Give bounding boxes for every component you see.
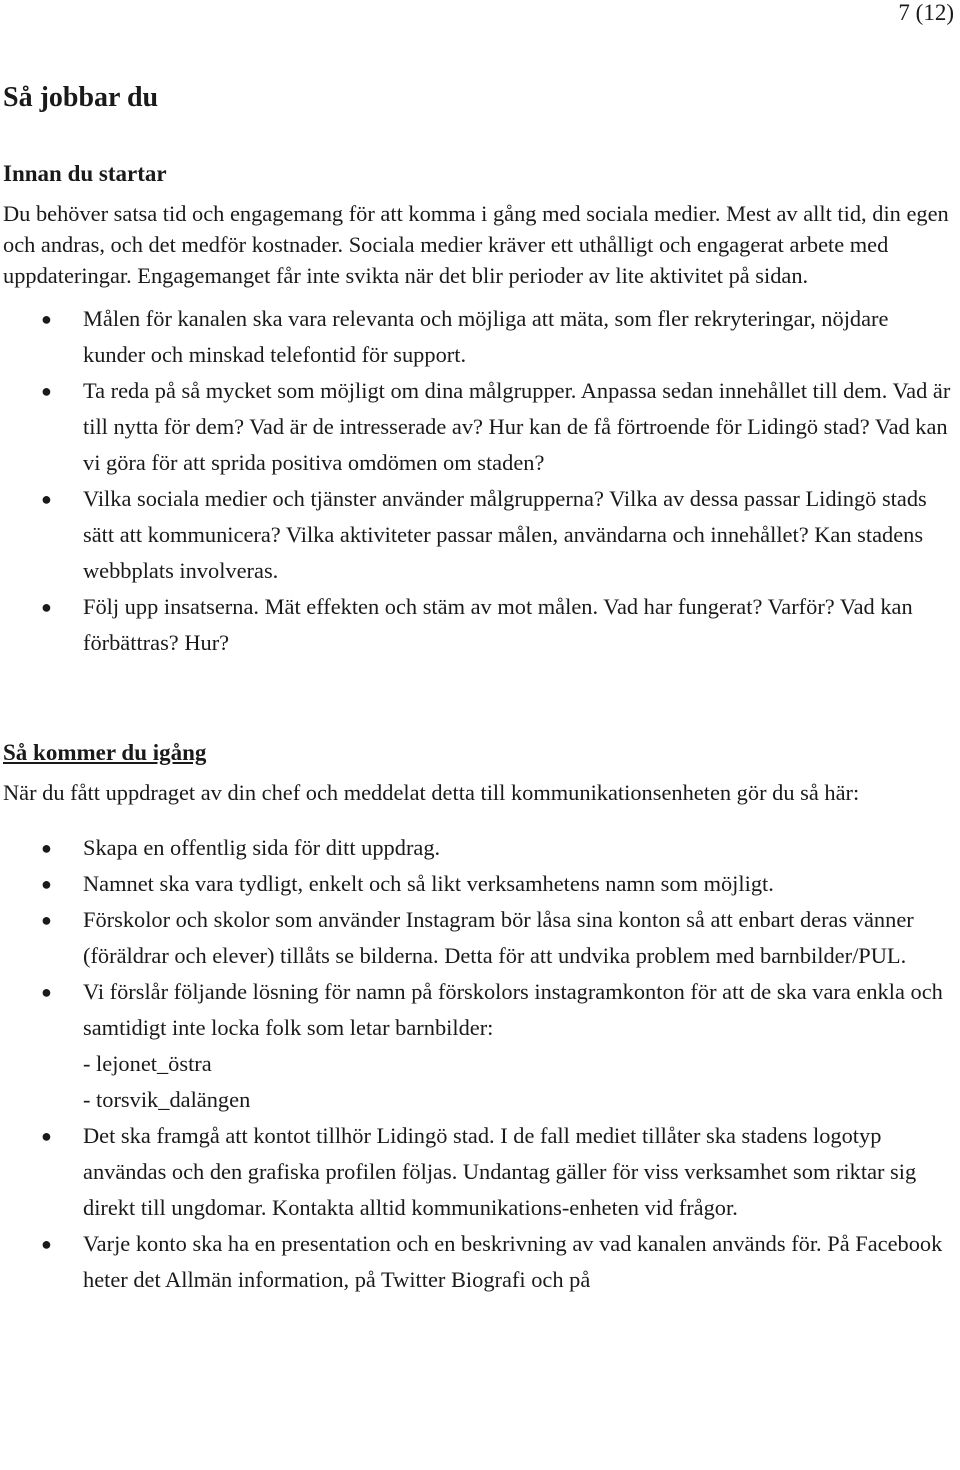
list-item xyxy=(3,830,955,866)
bullet-icon: ● xyxy=(41,1234,52,1254)
bullet-icon: ● xyxy=(41,1126,52,1146)
page-title: Så jobbar du xyxy=(3,82,159,113)
list-item-text: Namnet ska vara tydligt, enkelt och så likt verksamhetens namn som möjligt. xyxy=(83,871,774,896)
document-body xyxy=(3,78,955,1298)
section-intro-paragraph: När du fått uppdraget av din chef och meddelat detta till kommunikationsenheten gör du så här: xyxy=(3,780,860,805)
list-item-text: Skapa en offentlig sida för ditt uppdrag. xyxy=(83,835,441,860)
bullet-icon: ● xyxy=(41,910,52,930)
example-account-name: - lejonet_östra xyxy=(83,1051,212,1076)
list-item-text: Målen för kanalen ska vara relevanta och möjliga att mäta, som fler rekryteringar, nöjdare kunder och minskad telefontid för support. xyxy=(83,306,889,367)
list-item xyxy=(3,589,955,661)
section-intro-paragraph: Du behöver satsa tid och engagemang för att komma i gång med sociala medier. Mest av allt tid, din egen och andras, och det medför kostnader. Sociala medier kräver ett uthålligt och engagerat arbete med uppdateringar. Engagemanget får inte svikta när det blir perioder av lite aktivitet på sidan. xyxy=(3,201,949,288)
list-item-text: Varje konto ska ha en presentation och en beskrivning av vad kanalen används för. På Facebook heter det Allmän information, på Twitter Biografi och på xyxy=(83,1231,943,1292)
example-account-name: - torsvik_dalängen xyxy=(83,1087,251,1112)
bullet-icon: ● xyxy=(41,597,52,617)
section-heading-innan-du-startar: Innan du startar xyxy=(3,161,167,186)
bullet-icon: ● xyxy=(41,874,52,894)
bullet-icon: ● xyxy=(41,838,52,858)
bullet-icon: ● xyxy=(41,309,52,329)
bullet-list-innan xyxy=(3,301,955,661)
bullet-list-igang xyxy=(3,830,955,1298)
page-number: 7 (12) xyxy=(898,0,954,25)
list-item xyxy=(3,373,955,481)
list-item xyxy=(3,902,955,974)
list-item xyxy=(3,301,955,373)
list-item-text: Följ upp insatserna. Mät effekten och stäm av mot målen. Vad har fungerat? Varför? Vad kan förbättras? Hur? xyxy=(83,594,913,655)
list-item-text: Vilka sociala medier och tjänster använder målgrupperna? Vilka av dessa passar Lidingö stads sätt att kommunicera? Vilka aktiviteter passar målen, användarna och innehållet? Kan stadens webbplats involveras. xyxy=(83,486,927,583)
list-item xyxy=(3,974,955,1118)
list-item xyxy=(3,866,955,902)
section-heading-sa-kommer-du-igang: Så kommer du igång xyxy=(3,740,207,765)
list-item-text: Det ska framgå att kontot tillhör Lidingö stad. I de fall mediet tillåter ska stadens logotyp användas och den grafiska profilen följas. Undantag gäller för viss verksamhet som riktar sig direkt till ungdomar. Kontakta alltid kommunikations-enheten vid frågor. xyxy=(83,1123,917,1220)
list-item-text: Förskolor och skolor som använder Instagram bör låsa sina konton så att enbart deras vänner (föräldrar och elever) tillåts se bilderna. Detta för att undvika problem med barnbilder/PUL. xyxy=(83,907,914,968)
list-item-text: Ta reda på så mycket som möjligt om dina målgrupper. Anpassa sedan innehållet till dem. Vad är till nytta för dem? Vad är de intresserade av? Hur kan de få förtroende för Lidingö stad? Vad kan vi göra för att sprida positiva omdömen om staden? xyxy=(83,378,951,475)
list-item-text: Vi förslår följande lösning för namn på förskolors instagramkonton för att de ska vara enkla och samtidigt inte locka folk som letar barnbilder: xyxy=(83,979,943,1040)
list-item xyxy=(3,1226,955,1298)
list-item xyxy=(3,1118,955,1226)
bullet-icon: ● xyxy=(41,381,52,401)
bullet-icon: ● xyxy=(41,489,52,509)
bullet-icon: ● xyxy=(41,982,52,1002)
list-item xyxy=(3,481,955,589)
